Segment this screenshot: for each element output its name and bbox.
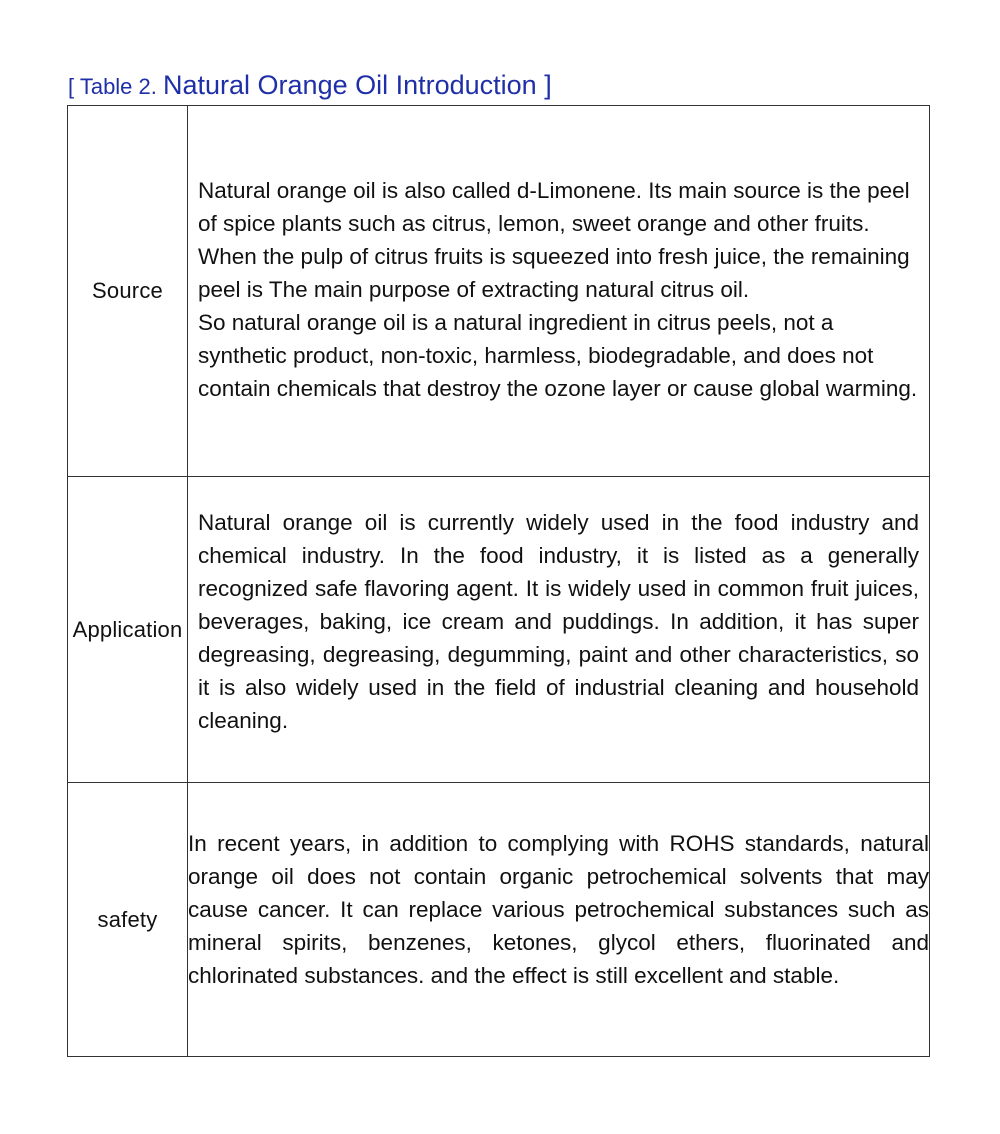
- orange-oil-table: [67, 105, 930, 1057]
- caption-title: Natural Orange Oil Introduction ]: [163, 70, 552, 100]
- source-paragraph-2: So natural orange oil is a natural ingredient in citrus peels, not a synthetic product, non-toxic, harmless, biodegradable, and does not contain chemicals that destroy the ozone layer or cause global warming.: [198, 309, 918, 401]
- row-description-application: [188, 477, 930, 783]
- safety-paragraph-1: In recent years, in addition to complying with ROHS standards, natural orange oil does not contain organic petrochemical solvents that may cause cancer. It can replace various petrochemical substances such as mineral spirits, benzenes, ketones, glycol ethers, fluorinated and chlorinated substances. and the effect is still excellent and stable.: [188, 831, 929, 988]
- row-description-source: [188, 106, 930, 477]
- row-description-safety: [188, 783, 930, 1057]
- row-label-source: Source: [68, 106, 188, 477]
- table-row-application: [68, 477, 930, 783]
- application-paragraph-1: Natural orange oil is currently widely used in the food industry and chemical industry. In the food industry, it is listed as a generally recognized safe flavoring agent. It is widely used in common fruit juices, beverages, baking, ice cream and puddings. In addition, it has super degreasing, degreasing, degumming, paint and other characteristics, so it is also widely used in the field of industrial cleaning and household cleaning.: [198, 510, 919, 733]
- table-caption: [68, 72, 552, 99]
- row-label-application: Application: [68, 477, 188, 783]
- table-row-safety: [68, 783, 930, 1057]
- caption-prefix: [ Table 2.: [68, 74, 163, 99]
- table-row-source: [68, 106, 930, 477]
- row-label-safety: safety: [68, 783, 188, 1057]
- source-paragraph-1: Natural orange oil is also called d-Limonene. Its main source is the peel of spice plants such as citrus, lemon, sweet orange and other fruits. When the pulp of citrus fruits is squeezed into fresh juice, the remaining peel is The main purpose of extracting natural citrus oil.: [198, 177, 910, 302]
